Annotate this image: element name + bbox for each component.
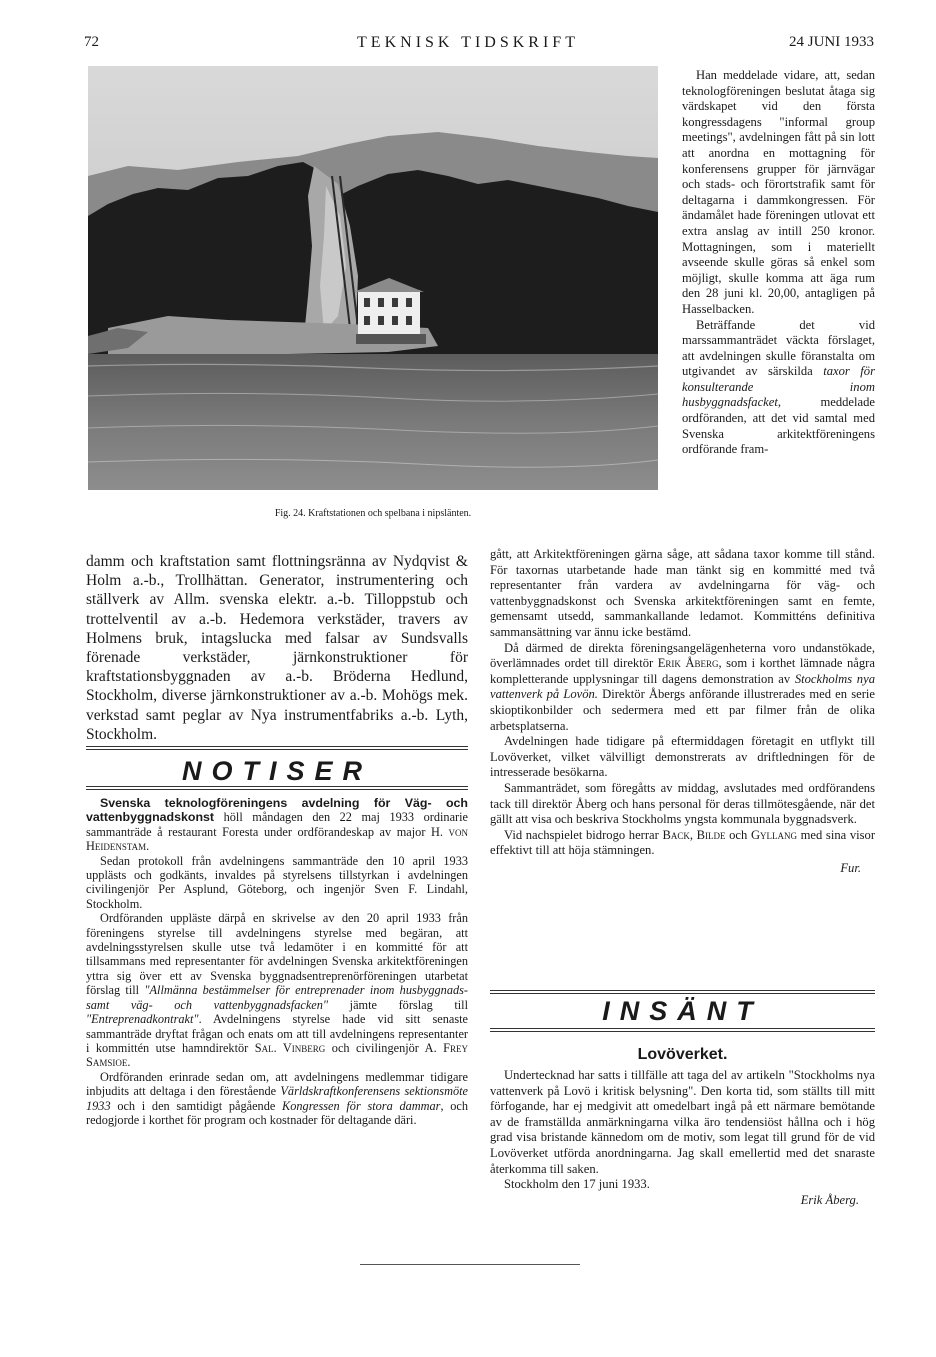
section-rule bbox=[86, 786, 468, 787]
section-rule bbox=[490, 993, 875, 994]
text-run: Ordföranden uppläste därpå en skrivelse av den 20 april 1933 från föreningens styrelse till avdelningens styrelse med begäran, att avdelningsstyrelsen skulle utse två ledamöter i en kommitté för att tillsammans med representanter för avdelningen Svenska arkitektföreningen yttra sig över ett av Svenska byggnadsentreprenörföreningen utarbetat förslag till bbox=[86, 911, 468, 998]
text-run: , meddelade ordföranden, att det vid samtal med Svenska arkitektföreningens ordförande fram- bbox=[682, 395, 875, 457]
notice-heading: Svenska teknologföreningens avdelning för Väg- och vattenbyggnadskonst bbox=[86, 796, 468, 825]
text-run: , som i korthet lämnade några kompletterande upplysningar till dagens demonstration av bbox=[490, 656, 875, 686]
journal-title: TEKNISK TIDSKRIFT bbox=[357, 34, 579, 51]
person-name: Back bbox=[662, 827, 690, 842]
section-rule bbox=[86, 749, 468, 750]
notiser-body bbox=[86, 796, 468, 1127]
text-run: . bbox=[127, 1055, 131, 1070]
signature: Fur. bbox=[840, 860, 861, 875]
paragraph bbox=[490, 641, 875, 735]
issue-date: 24 JUNI 1933 bbox=[789, 34, 874, 50]
text-run: höll måndagen den 22 maj 1933 ordinarie sammanträde å restaurant Foresta under ordförandeskap av major H. bbox=[86, 810, 468, 839]
signature: Erik Åberg. bbox=[800, 1192, 859, 1207]
right-column-main bbox=[490, 547, 875, 876]
right-column-top bbox=[682, 68, 875, 458]
person-name: Sal. Vinberg bbox=[254, 1040, 326, 1055]
power-station-photo bbox=[88, 66, 658, 490]
text-run: och bbox=[725, 827, 751, 842]
text-run: och civilingenjör A. bbox=[325, 1040, 444, 1055]
emphasis: Stockholms nya vattenverk på Lovön. bbox=[490, 671, 875, 702]
paragraph bbox=[490, 828, 875, 859]
person-name: Erik Åberg bbox=[657, 656, 719, 671]
emphasis: taxor för konsulterande inom husbyggnadsfacket bbox=[682, 364, 875, 410]
paragraph bbox=[86, 796, 468, 854]
text-run: , bbox=[689, 827, 697, 842]
paragraph: Stockholm den 17 juni 1933. bbox=[504, 1177, 650, 1192]
paragraph: Undertecknad har satts i tillfälle att taga del av artikeln "Stockholms nya vattenverk på Lovö i kritisk belysning". Den korta tid, som ställts till mitt förfogande, har ej medgivit att omedelbart ingå på ett närmare bemötande av de framställda anmärkningarna vilka äro tendensiöst hållna och i hög grad visa bristande kännedom om de motiv, som legat till grund för de vid Lovöverket utförda anordningarna. Jag skall emellertid med det snaraste återkomma till saken. bbox=[490, 1068, 875, 1176]
paragraph: gått, att Arkitektföreningen gärna såge, att sådana taxor komme till stånd. För taxornas utarbetande hade man tänkt sig en kommitté med två representanter från vardera av avdelningarna för väg- och vattenbyggnadskonst och Svenska arkitektföreningen samt en femte, gemensamt utsedd, sammankallande ledamot. Kommitténs definitiva sammansättning var ännu icke bestämd. bbox=[490, 547, 875, 639]
notiser-heading: NOTISER bbox=[181, 756, 372, 786]
figure-caption: Fig. 24. Kraftstationen och spelbana i nipslänten. bbox=[274, 508, 472, 519]
paragraph: Sedan protokoll från avdelningens sammanträde den 10 april 1933 upplästs och godkänts, invaldes på styrelsens tillstyrkan i avdelningen civilingenjör Per Asplund, Göteborg, och ingenjör Sven F. Lindahl, Stockholm. bbox=[86, 853, 468, 911]
left-column-top: damm och kraftstation samt flottningsränna av Nydqvist & Holm a.-b., Trollhättan. Generator, instrumentering och ställverk av Allm. svenska elektr. a.-b. Tilloppstub och trottelventil av a.-b. Hedemora verkstäder, travers av Holmens bruk, intagslucka med falsar av Sundsvalls förenade verkstäder, järnkonstruktioner för kraftstationsbyggnaden av a.-b. Bröderna Hedlund, Stockholm, diverse järnkonstruktioner av a.-b. Mohögs mek. verkstad samt peglar av Nya instrumentfabriks a.-b. Lyth, Stockholm. bbox=[86, 553, 468, 743]
section-rule bbox=[86, 746, 468, 747]
section-rule bbox=[490, 1031, 875, 1032]
paragraph: Sammanträdet, som föregåtts av middag, avslutades med ordförandens tack till direktör Åberg och hans personal för deras tillmötesgående, när det gällt att visa och beskriva Stockholms yngsta kommunala byggnadsverk. bbox=[490, 780, 875, 827]
section-rule bbox=[490, 1028, 875, 1029]
text-run: jämte förslag till bbox=[328, 997, 468, 1012]
text-run: , och redogjorde i korthet för program och kostnader för deltagande däri. bbox=[86, 1098, 469, 1127]
text-run: Ordföranden erinrade sedan om, att avdelningens medlemmar tidigare inbjudits att deltaga i den förestående bbox=[86, 1069, 468, 1099]
person-name: Bilde bbox=[696, 827, 726, 842]
emphasis: "Entreprenadkontrakt" bbox=[86, 1012, 199, 1027]
text-run: . bbox=[146, 839, 150, 854]
emphasis: "Allmänna bestämmelser för entreprenader inom husbyggnads- samt väg- och vattenbyggnadsfacken" bbox=[86, 983, 468, 1012]
text-run: och i den samtidigt pågående bbox=[110, 1098, 283, 1113]
paragraph bbox=[86, 911, 468, 1069]
person-name: Frey Samsioe bbox=[86, 1040, 468, 1070]
insant-heading: INSÄNT bbox=[602, 996, 763, 1026]
section-rule bbox=[86, 789, 468, 790]
paragraph: Avdelningen hade tidigare på eftermiddagen företagit en utflykt till Lovöverket, vilket välvilligt demonstrerats av driftledningen för de intresserade besökarna. bbox=[490, 734, 875, 780]
text-run: med sina visor effektivt till att höja stämningen. bbox=[490, 827, 876, 858]
photo-illustration bbox=[88, 66, 658, 490]
footer-rule bbox=[360, 1264, 580, 1265]
text-run: Då därmed de direkta föreningsangelägenheterna voro undanstökade, överlämnades ordet till direktör bbox=[490, 640, 875, 671]
paragraph bbox=[682, 318, 875, 458]
person-name: Gyllang bbox=[750, 827, 798, 842]
text-run: . Avdelningens styrelse hade vid sitt senaste sammanträde dryftat frågan och enats om att till avdelningens representanter i kommittén utse hamndirektör bbox=[86, 1012, 468, 1055]
text-run: Direktör Åbergs anförande illustrerades med en serie skioptikonbilder och sedermera med ett par filmer från de olika arbetsplatserna. bbox=[490, 687, 875, 733]
text-run: Beträffande det vid marssammanträdet väckta förslaget, att avdelningen skulle föranstalta om utgivandet av särskilda bbox=[682, 317, 875, 379]
paragraph: Han meddelade vidare, att, sedan teknologföreningen beslutat åtaga sig värdskapet vid den första kongressdagens "informal group meetings", avdelningen fått på sin lott att anordna en mottagning för konferensens grupper för järnvägar och stads- och förortstrafik samt för deltagarna i dammkongressen. För ändamålet hade föreningen utlovat ett extra anslag av intill 250 kronor. Mottagningen, som i materiellt avseende skulle göras så enkel som möjligt, skulle komma att äga rum den 28 juni kl. 20,00, antagligen på Hasselbacken. bbox=[682, 68, 875, 316]
paragraph bbox=[86, 1070, 468, 1128]
text-run: Vid nachspielet bidrogo herrar bbox=[504, 827, 663, 842]
emphasis: Världskraftkonferensens sektionsmöte 1933 bbox=[86, 1084, 468, 1113]
page-number: 72 bbox=[84, 34, 99, 50]
insant-body bbox=[490, 1068, 875, 1208]
article-title: Lovöverket. bbox=[637, 1046, 728, 1063]
section-rule bbox=[490, 990, 875, 991]
person-name: von Heidenstam bbox=[86, 824, 468, 854]
emphasis: Kongressen för stora dammar bbox=[282, 1098, 441, 1113]
